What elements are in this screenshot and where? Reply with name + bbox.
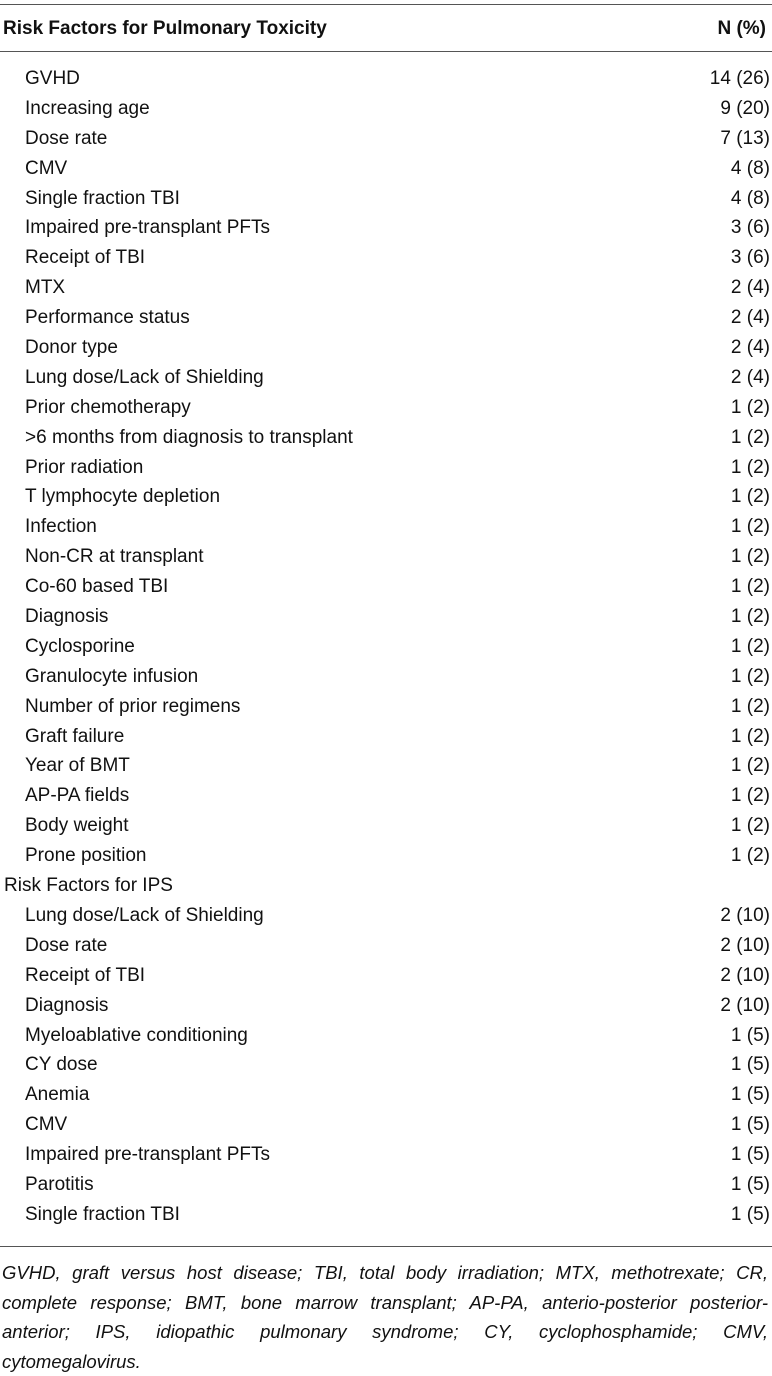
risk-factor-label: Prone position (25, 845, 147, 867)
risk-factor-label: Graft failure (25, 725, 125, 747)
risk-factor-label: Co-60 based TBI (25, 576, 169, 598)
table-body (0, 68, 772, 1234)
table-header-row (0, 5, 772, 51)
risk-factor-label: Impaired pre-transplant PFTs (25, 1144, 270, 1166)
table-row (0, 1144, 772, 1174)
table-section-row (0, 875, 772, 905)
table-footnote: GVHD, graft versus host disease; TBI, total body irradiation; MTX, methotrexate; CR, complete response; BMT, bone marrow transplant; AP-PA, anterio-posterior posterior-anterior; IPS, idiopathic pulmonary syndrome; CY, cyclophosphamide; CMV, cytomegalovirus. (2, 1262, 768, 1372)
risk-factor-label: Prior chemotherapy (25, 396, 191, 418)
risk-factor-value: 1 (2) (730, 755, 770, 777)
risk-factor-value: 1 (2) (730, 456, 770, 478)
table-row (0, 128, 772, 158)
risk-factor-value: 2 (10) (720, 994, 770, 1016)
risk-factor-value: 7 (13) (720, 127, 770, 149)
risk-factor-label: Prior radiation (25, 456, 144, 478)
table-row (0, 995, 772, 1025)
table-row (0, 845, 772, 875)
risk-factor-label: CY dose (25, 1054, 98, 1076)
table-row (0, 755, 772, 785)
risk-factor-value: 1 (5) (730, 1114, 770, 1136)
risk-factor-label: Single fraction TBI (25, 187, 180, 209)
risk-factor-label: CMV (25, 157, 68, 179)
table-row (0, 188, 772, 218)
table-row (0, 785, 772, 815)
risk-factor-label: Performance status (25, 307, 190, 329)
table-row (0, 1025, 772, 1055)
risk-factor-value: 1 (2) (730, 725, 770, 747)
risk-factor-value: 9 (20) (720, 97, 770, 119)
risk-factor-value: 2 (4) (730, 307, 770, 329)
section-label: Risk Factors for IPS (4, 875, 173, 897)
risk-factor-label: Myeloablative conditioning (25, 1024, 248, 1046)
risk-factor-label: GVHD (25, 68, 80, 89)
risk-factor-label: MTX (25, 277, 66, 299)
risk-factor-value: 3 (6) (730, 217, 770, 239)
risk-factor-label: Lung dose/Lack of Shielding (25, 366, 264, 388)
risk-factor-label: Diagnosis (25, 606, 109, 628)
risk-factor-value: 2 (4) (730, 277, 770, 299)
risk-factor-value: 1 (2) (730, 396, 770, 418)
table-row (0, 98, 772, 128)
risk-factor-value: 1 (5) (730, 1054, 770, 1076)
table-row (0, 486, 772, 516)
risk-factor-value: 1 (2) (730, 546, 770, 568)
risk-factor-label: Non-CR at transplant (25, 546, 204, 568)
table-row (0, 1084, 772, 1114)
risk-factor-label: Parotitis (25, 1173, 94, 1195)
table-row (0, 68, 772, 98)
risk-factor-value: 1 (5) (730, 1084, 770, 1106)
risk-factor-label: Cyclosporine (25, 635, 135, 657)
table-row (0, 726, 772, 756)
risk-factor-value: 4 (8) (730, 157, 770, 179)
risk-factor-value: 1 (5) (730, 1144, 770, 1166)
risk-factor-label: Increasing age (25, 97, 150, 119)
risk-factor-value: 1 (2) (730, 516, 770, 538)
table-row (0, 1114, 772, 1144)
table-row (0, 367, 772, 397)
risk-factor-value: 2 (4) (730, 366, 770, 388)
risk-factor-label: Year of BMT (25, 755, 130, 777)
risk-factor-value: 2 (10) (720, 934, 770, 956)
table-header-rule (0, 51, 772, 52)
table-row (0, 457, 772, 487)
risk-factor-value: 1 (2) (730, 635, 770, 657)
risk-factor-value: 1 (5) (730, 1203, 770, 1225)
risk-factor-value: 3 (6) (730, 247, 770, 269)
risk-factor-label: Number of prior regimens (25, 695, 241, 717)
table-row (0, 576, 772, 606)
risk-factor-value: 2 (10) (720, 964, 770, 986)
risk-factor-label: AP-PA fields (25, 785, 130, 807)
table-row (0, 815, 772, 845)
table-row (0, 397, 772, 427)
table-row (0, 217, 772, 247)
risk-factor-label: Receipt of TBI (25, 964, 146, 986)
risk-factor-value: 1 (2) (730, 606, 770, 628)
table-row (0, 546, 772, 576)
table-row (0, 337, 772, 367)
header-risk-factors: Risk Factors for Pulmonary Toxicity (3, 18, 327, 39)
risk-factor-value: 1 (2) (730, 576, 770, 598)
risk-factor-label: Granulocyte infusion (25, 665, 199, 687)
table-bottom-rule (0, 1246, 772, 1247)
risk-factor-value: 1 (2) (730, 486, 770, 508)
table-row (0, 516, 772, 546)
risk-factor-label: CMV (25, 1114, 68, 1136)
risk-factor-label: Lung dose/Lack of Shielding (25, 904, 264, 926)
table-row (0, 606, 772, 636)
risk-factor-label: Infection (25, 516, 97, 538)
table-row (0, 696, 772, 726)
table-row (0, 158, 772, 188)
risk-factor-label: Impaired pre-transplant PFTs (25, 217, 270, 239)
risk-factor-value: 4 (8) (730, 187, 770, 209)
table-row (0, 1174, 772, 1204)
risk-factor-value: 1 (5) (730, 1024, 770, 1046)
table-row (0, 935, 772, 965)
risk-factor-label: Single fraction TBI (25, 1203, 180, 1225)
table-row (0, 307, 772, 337)
risk-factor-label: Anemia (25, 1084, 90, 1106)
risk-factor-value: 1 (2) (730, 845, 770, 867)
risk-factor-value: 14 (26) (709, 68, 770, 89)
risk-factor-value: 2 (10) (720, 904, 770, 926)
risk-factor-value: 2 (4) (730, 337, 770, 359)
risk-factor-value: 1 (2) (730, 815, 770, 837)
risk-factor-label: Dose rate (25, 934, 108, 956)
risk-factor-value: 1 (2) (730, 785, 770, 807)
risk-factor-value: 1 (2) (730, 426, 770, 448)
risk-factor-label: Diagnosis (25, 994, 109, 1016)
table-row (0, 247, 772, 277)
table-row (0, 427, 772, 457)
table-row (0, 1204, 772, 1234)
table-row (0, 277, 772, 307)
risk-factor-value: 1 (2) (730, 695, 770, 717)
risk-factor-label: Dose rate (25, 127, 108, 149)
risk-factor-label: Body weight (25, 815, 129, 837)
table-row (0, 905, 772, 935)
table-row (0, 965, 772, 995)
header-n-percent: N (%) (717, 18, 766, 39)
risk-factor-label: Donor type (25, 337, 118, 359)
risk-factor-label: T lymphocyte depletion (25, 486, 221, 508)
risk-factor-value: 1 (2) (730, 665, 770, 687)
risk-factor-label: >6 months from diagnosis to transplant (25, 426, 353, 448)
risk-factor-label: Receipt of TBI (25, 247, 146, 269)
table-row (0, 1054, 772, 1084)
risk-factor-value: 1 (5) (730, 1173, 770, 1195)
table-row (0, 666, 772, 696)
table-row (0, 636, 772, 666)
